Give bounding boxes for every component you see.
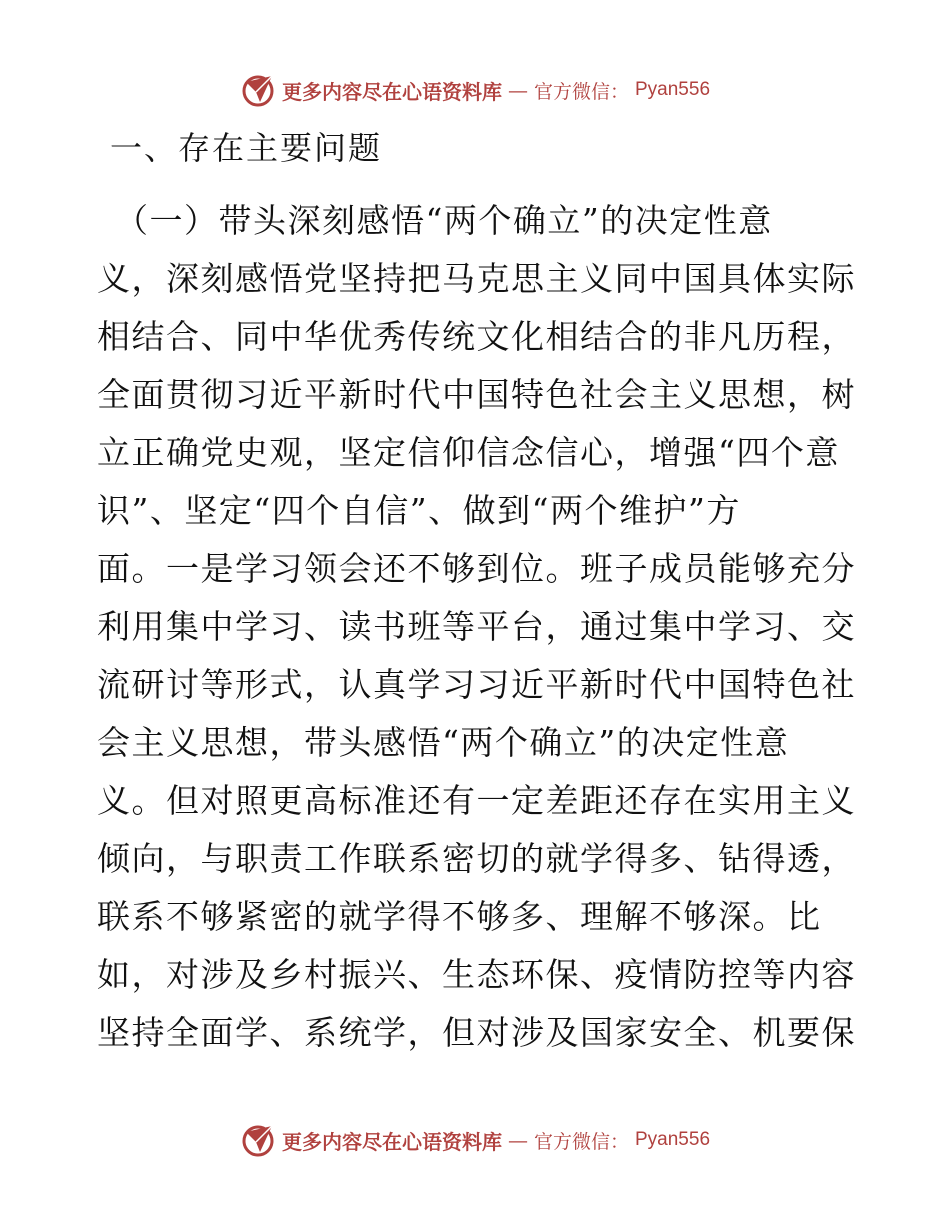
text-line: 立正确党史观，坚定信仰信念信心，增强“四个意 — [97, 433, 840, 472]
watermark-wechat-id: Pyan556 — [635, 1129, 711, 1150]
text-line: （一）带头深刻感悟“两个确立”的决定性意 — [115, 201, 773, 240]
watermark-official-label: 官方微信： — [533, 1130, 629, 1153]
text-line: 坚持全面学、系统学，但对涉及国家安全、机要保 — [97, 1013, 856, 1052]
text-line: 相结合、同中华优秀传统文化相结合的非凡历程， — [97, 317, 856, 356]
text-line: 联系不够紧密的就学得不够多、理解不够深。比 — [97, 897, 822, 936]
text-line: 会主义思想，带头感悟“两个确立”的决定性意 — [97, 723, 790, 762]
text-line: 倾向，与职责工作联系密切的就学得多、钻得透， — [97, 839, 856, 878]
text-line: 利用集中学习、读书班等平台，通过集中学习、交 — [97, 607, 856, 646]
watermark-official-label: 官方微信： — [533, 80, 629, 103]
paper-plane-logo-icon — [240, 1122, 276, 1158]
text-line: 义。但对照更高标准还有一定差距还存在实用主义 — [97, 781, 856, 820]
watermark-separator: — — [507, 78, 528, 102]
text-line: 流研讨等形式，认真学习习近平新时代中国特色社 — [97, 665, 856, 704]
watermark-wechat-id: Pyan556 — [635, 79, 711, 100]
text-line: 识”、坚定“四个自信”、做到“两个维护”方 — [97, 491, 741, 530]
section-heading: 一、存在主要问题 — [110, 129, 383, 167]
document-body — [97, 192, 857, 1062]
watermark-site-text: 更多内容尽在心语资料库 — [281, 1129, 502, 1154]
paper-plane-logo-icon — [240, 72, 276, 108]
text-line: 义，深刻感悟党坚持把马克思主义同中国具体实际 — [97, 259, 856, 298]
text-line: 全面贯彻习近平新时代中国特色社会主义思想，树 — [97, 375, 856, 414]
header-watermark — [0, 70, 950, 110]
footer-watermark — [0, 1120, 950, 1160]
text-line: 面。一是学习领会还不够到位。班子成员能够充分 — [97, 549, 856, 588]
watermark-separator: — — [507, 1128, 528, 1152]
text-line: 如，对涉及乡村振兴、生态环保、疫情防控等内容 — [97, 955, 856, 994]
watermark-site-text: 更多内容尽在心语资料库 — [281, 79, 502, 104]
